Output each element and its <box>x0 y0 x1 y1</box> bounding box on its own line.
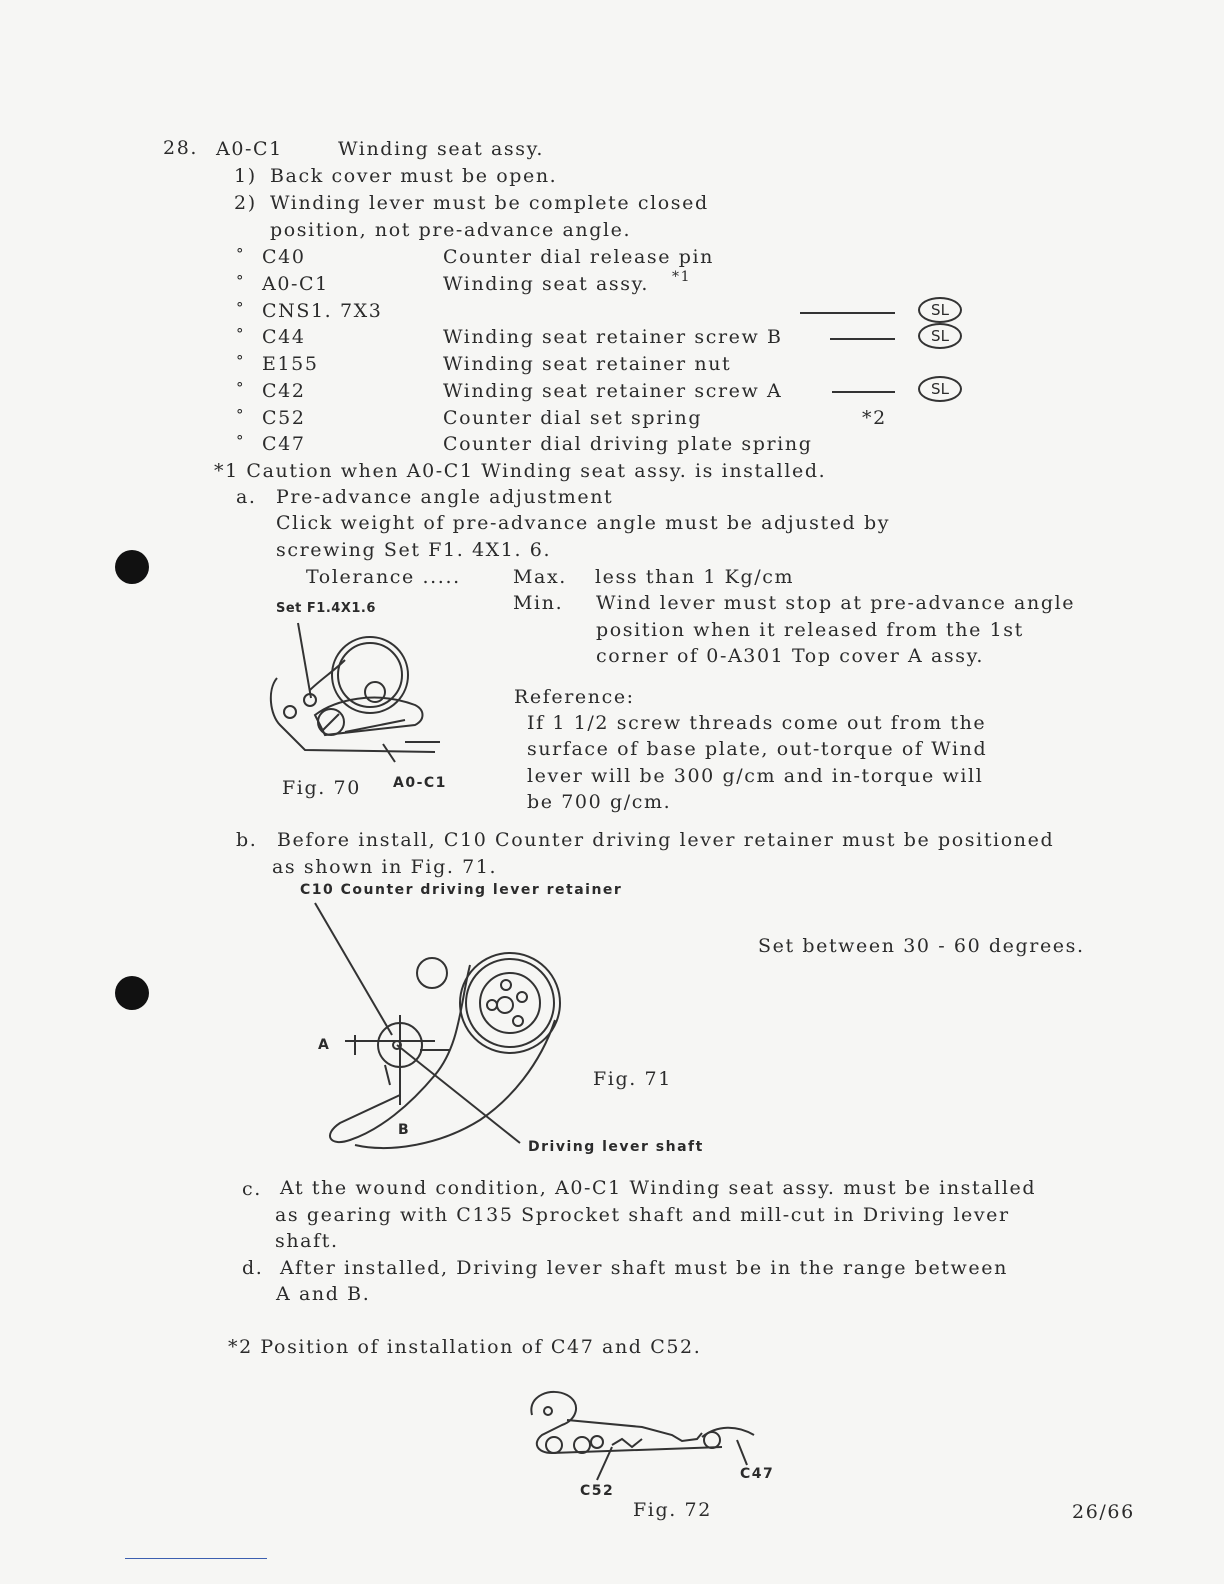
item-a-line-2: screwing Set F1. 4X1. 6. <box>276 539 552 561</box>
part-desc: Counter dial driving plate spring <box>443 433 813 455</box>
part-code: E155 <box>262 353 319 375</box>
part-code: A0-C1 <box>262 273 329 295</box>
item-d-line-2: A and B. <box>276 1283 371 1305</box>
fig72-caption: Fig. 72 <box>633 1499 712 1521</box>
part-note: *2 <box>862 407 887 429</box>
fig71-shaft-label: Driving lever shaft <box>528 1139 704 1155</box>
sl-mark: SL <box>918 297 962 323</box>
bullet: ° <box>236 406 246 424</box>
item-b-line-1: Before install, C10 Counter driving lever retainer must be positioned <box>277 829 1055 851</box>
section-title: Winding seat assy. <box>338 138 545 160</box>
item-b-label: b. <box>236 829 258 851</box>
bullet: ° <box>236 352 246 370</box>
fig70-drawing <box>265 620 445 780</box>
item-a-line-1: Click weight of pre-advance angle must be adjusted by <box>276 512 891 534</box>
min-line-2: position when it released from the 1st <box>596 619 1024 641</box>
bullet: ° <box>236 272 246 290</box>
bullet: ° <box>236 432 246 450</box>
min-label: Min. <box>513 592 564 614</box>
sl-mark: SL <box>918 323 962 349</box>
fig72-label-c52: C52 <box>580 1483 615 1499</box>
caution-1-heading: *1 Caution when A0-C1 Winding seat assy. is installed. <box>214 460 827 482</box>
step-2-text: Winding lever must be complete closed <box>270 192 709 214</box>
fig71-retainer-label: C10 Counter driving lever retainer <box>300 882 623 898</box>
part-code: CNS1. 7X3 <box>262 300 383 322</box>
item-c-label: c. <box>242 1178 262 1200</box>
section-number: 28. <box>163 137 199 159</box>
part-note: *1 <box>672 269 692 285</box>
part-desc: Counter dial set spring <box>443 407 703 429</box>
part-code: C40 <box>262 246 306 268</box>
max-label: Max. <box>513 566 567 588</box>
tolerance-label: Tolerance ..... <box>306 566 461 588</box>
section-part: A0-C1 <box>216 138 283 160</box>
leader-line <box>800 312 895 314</box>
binder-hole-top <box>115 550 149 584</box>
max-text: less than 1 Kg/cm <box>595 566 795 588</box>
caution-2-heading: *2 Position of installation of C47 and C52. <box>228 1336 702 1358</box>
binder-hole-bottom <box>115 976 149 1010</box>
step-2-continued: position, not pre-advance angle. <box>270 219 632 241</box>
part-desc: Winding seat retainer nut <box>443 353 732 375</box>
part-desc: Winding seat assy. <box>443 273 650 295</box>
part-desc: Winding seat retainer screw B <box>443 326 783 348</box>
part-code: C52 <box>262 407 306 429</box>
bullet: ° <box>236 379 246 397</box>
bullet: ° <box>236 245 246 263</box>
part-code: C47 <box>262 433 306 455</box>
fig71-label-b: B <box>398 1122 411 1138</box>
fig71-angle-note: Set between 30 - 60 degrees. <box>758 935 1085 957</box>
fig71-label-a: A <box>318 1037 331 1053</box>
reference-line-2: surface of base plate, out-torque of Wind <box>527 738 988 760</box>
footer-rule <box>125 1558 267 1559</box>
reference-line-1: If 1 1/2 screw threads come out from the <box>527 712 987 734</box>
bullet: ° <box>236 299 246 317</box>
part-code: C42 <box>262 380 306 402</box>
fig70-caption: Fig. 70 <box>282 777 361 799</box>
fig72-drawing <box>522 1385 762 1475</box>
item-d-label: d. <box>242 1257 264 1279</box>
leader-line <box>830 338 895 340</box>
fig72-label-c47: C47 <box>740 1466 775 1482</box>
fig71-drawing <box>300 895 600 1165</box>
step-1-num: 1) <box>234 165 257 187</box>
fig71-caption: Fig. 71 <box>593 1068 672 1090</box>
part-desc: Counter dial release pin <box>443 246 715 268</box>
item-c-line-1: At the wound condition, A0-C1 Winding seat assy. must be installed <box>280 1177 1037 1199</box>
page-number: 26/66 <box>1072 1501 1135 1523</box>
item-a-title: Pre-advance angle adjustment <box>276 486 614 508</box>
min-line-3: corner of 0-A301 Top cover A assy. <box>596 645 985 667</box>
item-b-line-2: as shown in Fig. 71. <box>272 856 498 878</box>
item-a-label: a. <box>236 486 257 508</box>
fig70-screw-label: Set F1.4X1.6 <box>276 601 376 616</box>
item-c-line-3: shaft. <box>275 1230 339 1252</box>
step-2-num: 2) <box>234 192 257 214</box>
sl-mark: SL <box>918 376 962 402</box>
leader-line <box>832 391 895 393</box>
reference-label: Reference: <box>514 686 635 708</box>
item-c-line-2: as gearing with C135 Sprocket shaft and mill-cut in Driving lever <box>275 1204 1010 1226</box>
reference-line-3: lever will be 300 g/cm and in-torque will <box>527 765 984 787</box>
fig70-part-label: A0-C1 <box>393 775 447 791</box>
min-line-1: Wind lever must stop at pre-advance angle <box>596 592 1076 614</box>
reference-line-4: be 700 g/cm. <box>527 791 672 813</box>
step-1-text: Back cover must be open. <box>270 165 558 187</box>
item-d-line-1: After installed, Driving lever shaft must be in the range between <box>280 1257 1008 1279</box>
part-code: C44 <box>262 326 306 348</box>
bullet: ° <box>236 325 246 343</box>
part-desc: Winding seat retainer screw A <box>443 380 783 402</box>
